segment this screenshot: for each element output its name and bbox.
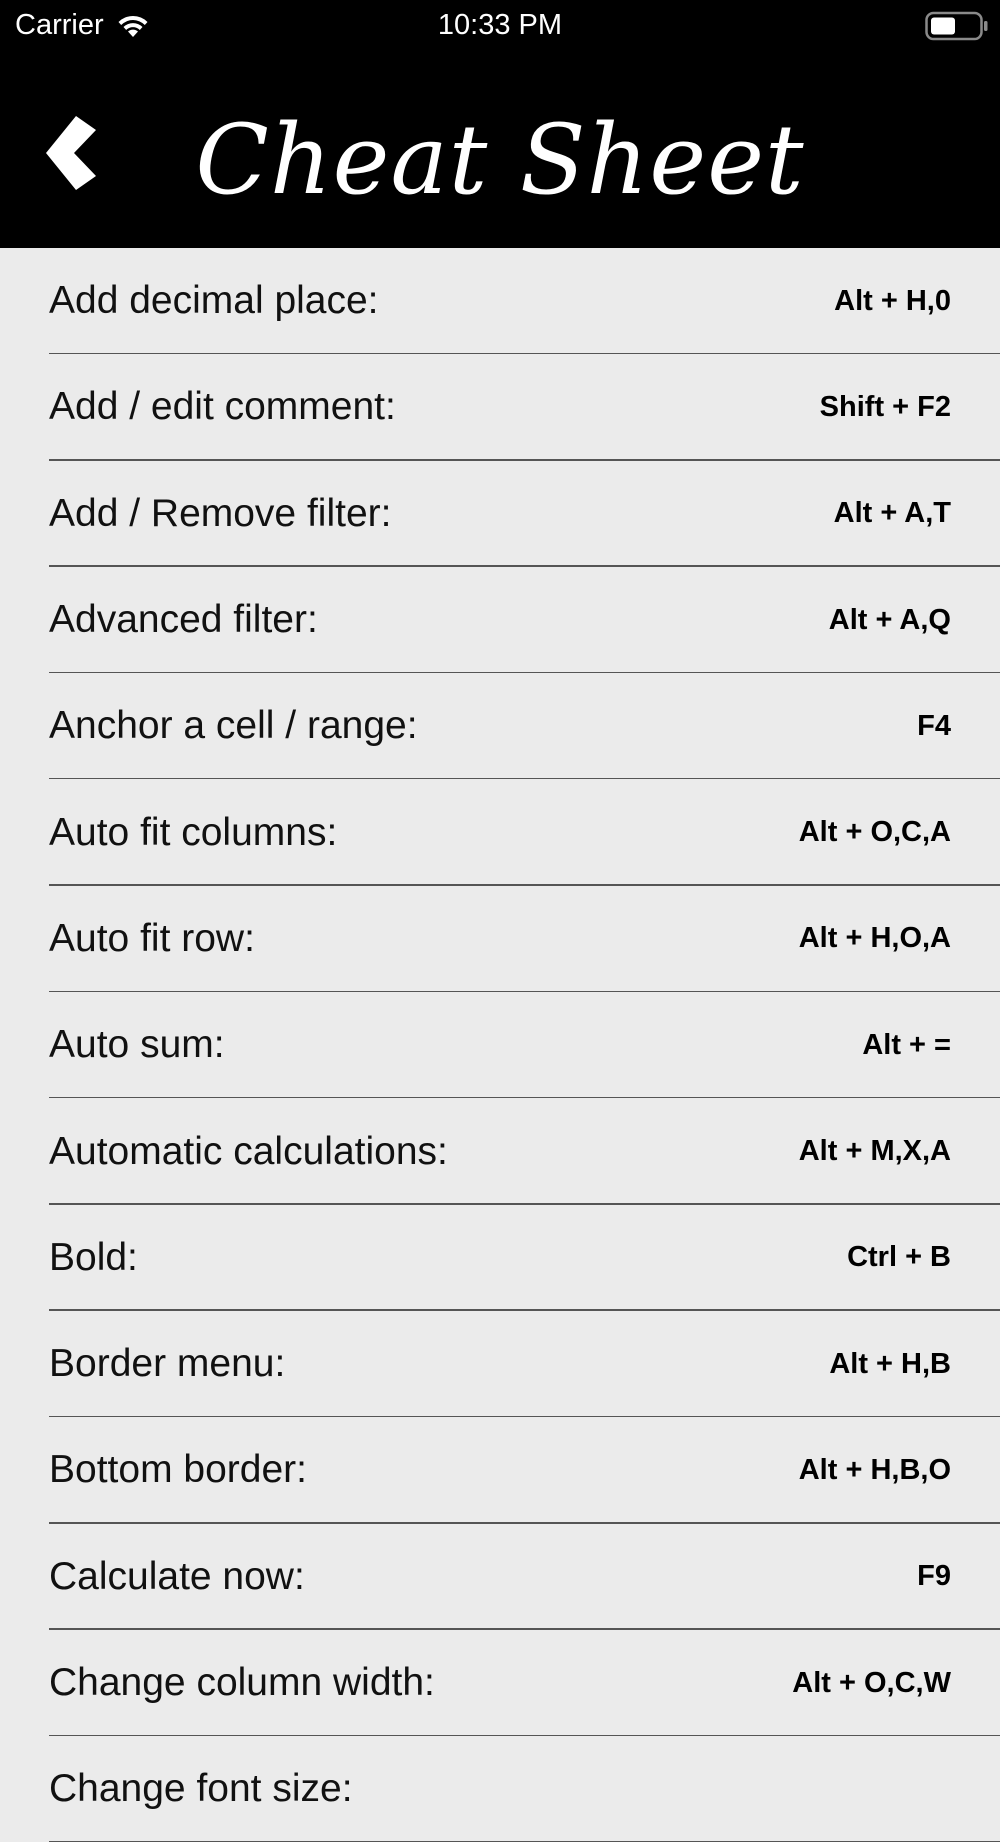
shortcut-keys: F9 bbox=[917, 1560, 951, 1593]
shortcut-action-label: Bottom border: bbox=[49, 1448, 307, 1492]
list-item[interactable] bbox=[0, 992, 1000, 1098]
shortcut-list[interactable] bbox=[0, 248, 1000, 1842]
shortcut-action-label: Automatic calculations: bbox=[49, 1129, 448, 1173]
list-item[interactable] bbox=[0, 248, 1000, 354]
shortcut-action-label: Auto fit row: bbox=[49, 916, 255, 960]
shortcut-action-label: Add decimal place: bbox=[49, 279, 379, 323]
battery-icon bbox=[925, 11, 989, 41]
list-item[interactable] bbox=[0, 1417, 1000, 1523]
list-item[interactable] bbox=[0, 673, 1000, 779]
shortcut-action-label: Bold: bbox=[49, 1235, 138, 1279]
shortcut-keys: Alt + O,C,A bbox=[798, 816, 951, 849]
shortcut-keys: Alt + O,C,W bbox=[792, 1666, 951, 1699]
navigation-header bbox=[0, 0, 1000, 248]
shortcut-keys: Shift + F2 bbox=[819, 390, 951, 423]
shortcut-keys: Alt + M,X,A bbox=[798, 1135, 951, 1168]
list-item[interactable] bbox=[0, 1524, 1000, 1630]
page-title: Cheat Sheet bbox=[195, 104, 805, 216]
list-item[interactable] bbox=[0, 779, 1000, 885]
shortcut-action-label: Auto sum: bbox=[49, 1023, 225, 1067]
shortcut-keys: Alt + H,B,O bbox=[798, 1453, 951, 1486]
list-item[interactable] bbox=[0, 1205, 1000, 1311]
shortcut-action-label: Anchor a cell / range: bbox=[49, 704, 418, 748]
shortcut-keys: Alt + = bbox=[862, 1028, 951, 1061]
shortcut-action-label: Border menu: bbox=[49, 1342, 286, 1386]
list-item[interactable] bbox=[0, 1736, 1000, 1842]
carrier-label: Carrier bbox=[15, 9, 104, 41]
list-item[interactable] bbox=[0, 1098, 1000, 1204]
shortcut-keys: Alt + H,0 bbox=[834, 284, 951, 317]
shortcut-keys: Alt + A,T bbox=[833, 497, 951, 530]
shortcut-action-label: Change font size: bbox=[49, 1767, 353, 1811]
shortcut-action-label: Advanced filter: bbox=[49, 598, 318, 642]
list-item[interactable] bbox=[0, 461, 1000, 567]
shortcut-keys: F4 bbox=[917, 709, 951, 742]
list-item[interactable] bbox=[0, 886, 1000, 992]
list-item[interactable] bbox=[0, 567, 1000, 673]
shortcut-action-label: Add / Remove filter: bbox=[49, 491, 392, 535]
shortcut-action-label: Change column width: bbox=[49, 1661, 435, 1704]
list-item[interactable] bbox=[0, 1311, 1000, 1417]
status-bar bbox=[0, 0, 1000, 50]
shortcut-keys: Alt + H,B bbox=[829, 1347, 951, 1380]
shortcut-keys: Ctrl + B bbox=[847, 1241, 951, 1274]
shortcut-keys: Alt + H,O,A bbox=[798, 922, 951, 955]
status-time: 10:33 PM bbox=[437, 9, 563, 41]
list-item[interactable] bbox=[0, 1630, 1000, 1736]
shortcut-keys: Alt + A,Q bbox=[828, 603, 951, 636]
shortcut-action-label: Auto fit columns: bbox=[49, 810, 338, 854]
shortcut-action-label: Calculate now: bbox=[49, 1554, 305, 1598]
list-item[interactable] bbox=[0, 354, 1000, 460]
shortcut-action-label: Add / edit comment: bbox=[49, 385, 396, 429]
